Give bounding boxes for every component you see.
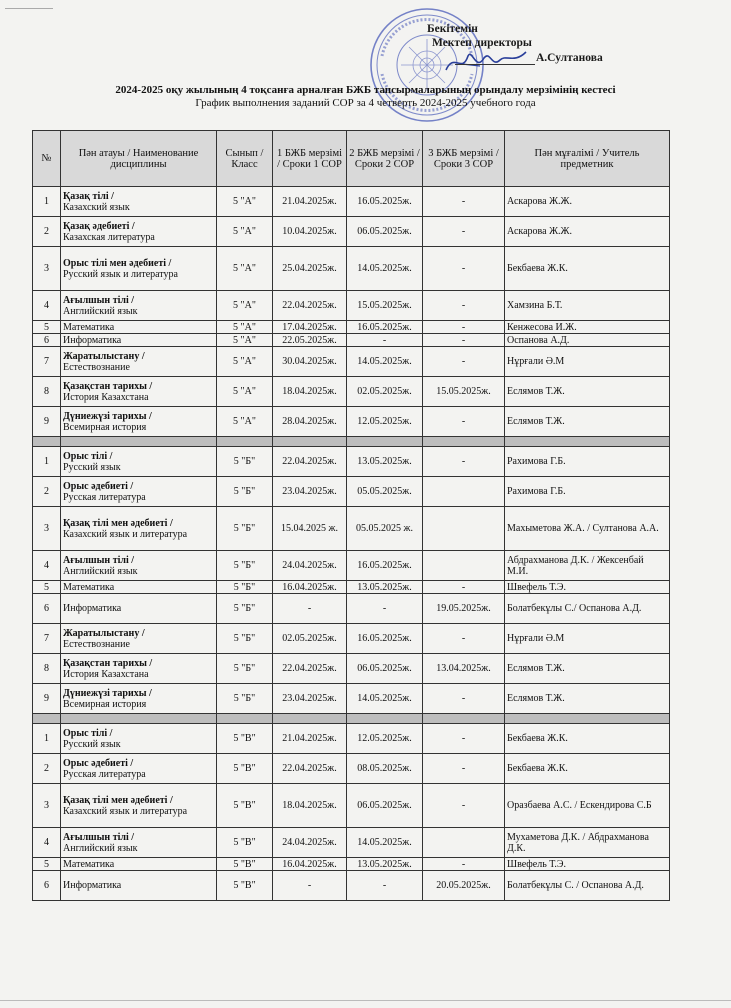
sor3-date-cell: 20.05.2025ж. <box>423 871 505 901</box>
subject-name-ru: Русский язык <box>63 461 121 473</box>
sor2-date-cell: - <box>347 334 423 347</box>
row-number-cell: 5 <box>33 321 61 334</box>
sor3-date-cell <box>423 551 505 581</box>
sor1-date-cell: 22.05.2025ж. <box>273 334 347 347</box>
subject-name-ru: Информатика <box>63 880 122 891</box>
sor1-date-cell: 25.04.2025ж. <box>273 247 347 291</box>
row-number-cell: 7 <box>33 624 61 654</box>
sor1-date-cell: 22.04.2025ж. <box>273 754 347 784</box>
teacher-cell: Оразбаева А.С. / Ескендирова С.Б <box>505 784 670 828</box>
class-cell: 5 "Б" <box>217 477 273 507</box>
sor2-date-cell: - <box>347 871 423 901</box>
teacher-cell: Рахимова Г.Б. <box>505 477 670 507</box>
table-row <box>33 858 670 871</box>
sor3-date-cell: - <box>423 334 505 347</box>
sor1-date-cell: 18.04.2025ж. <box>273 784 347 828</box>
sor3-date-cell: - <box>423 858 505 871</box>
subject-cell <box>61 654 217 684</box>
subject-name-kz: Орыс тілі / <box>63 727 113 739</box>
class-cell: 5 "А" <box>217 334 273 347</box>
subject-cell <box>61 334 217 347</box>
schedule-body <box>33 187 670 901</box>
corner-mark <box>5 8 53 9</box>
row-number-cell: 2 <box>33 754 61 784</box>
sor3-date-cell: - <box>423 684 505 714</box>
sor3-date-cell: - <box>423 291 505 321</box>
sor1-date-cell: 23.04.2025ж. <box>273 477 347 507</box>
class-cell: 5 "Б" <box>217 624 273 654</box>
subject-cell <box>61 624 217 654</box>
class-cell: 5 "Б" <box>217 581 273 594</box>
subject-name-kz: Қазақстан тарихы / <box>63 657 153 669</box>
signature-line <box>455 64 535 65</box>
class-cell: 5 "В" <box>217 858 273 871</box>
subject-name-kz: Ағылшын тілі / <box>63 831 135 843</box>
teacher-cell: Швефель Т.Э. <box>505 858 670 871</box>
subject-name-kz: Қазақ тілі мен әдебиеті / <box>63 517 173 529</box>
class-cell: 5 "Б" <box>217 654 273 684</box>
table-row <box>33 624 670 654</box>
subject-name-kz: Ағылшын тілі / <box>63 294 135 306</box>
schedule-table <box>32 130 670 901</box>
subject-name-ru: Казахская литература <box>63 231 155 243</box>
teacher-cell: Еслямов Т.Ж. <box>505 654 670 684</box>
class-cell: 5 "Б" <box>217 684 273 714</box>
table-row <box>33 784 670 828</box>
row-number-cell: 6 <box>33 871 61 901</box>
row-number-cell: 7 <box>33 347 61 377</box>
sor3-date-cell: - <box>423 581 505 594</box>
group-separator-row <box>33 437 670 447</box>
class-cell: 5 "А" <box>217 291 273 321</box>
table-row <box>33 247 670 291</box>
class-cell: 5 "А" <box>217 321 273 334</box>
row-number-cell: 2 <box>33 217 61 247</box>
subject-name-kz: Жаратылыстану / <box>63 350 145 362</box>
subject-name-kz: Қазақ тілі мен әдебиеті / <box>63 794 173 806</box>
teacher-cell: Мухаметова Д.К. / Абдрахманова Д.К. <box>505 828 670 858</box>
class-cell: 5 "В" <box>217 784 273 828</box>
class-cell: 5 "Б" <box>217 507 273 551</box>
teacher-cell: Еслямов Т.Ж. <box>505 684 670 714</box>
subject-name-ru: История Казахстана <box>63 668 149 680</box>
table-row <box>33 334 670 347</box>
table-row <box>33 507 670 551</box>
row-number-cell: 9 <box>33 407 61 437</box>
teacher-cell: Болатбекұлы С. / Оспанова А.Д. <box>505 871 670 901</box>
sor2-date-cell: 08.05.2025ж. <box>347 754 423 784</box>
teacher-cell: Аскарова Ж.Ж. <box>505 217 670 247</box>
class-cell: 5 "В" <box>217 828 273 858</box>
class-cell: 5 "А" <box>217 247 273 291</box>
subject-name-ru: Математика <box>63 858 115 870</box>
subject-cell <box>61 321 217 334</box>
row-number-cell: 9 <box>33 684 61 714</box>
sor2-date-cell: 16.05.2025ж. <box>347 624 423 654</box>
teacher-cell: Рахимова Г.Б. <box>505 447 670 477</box>
separator-cell <box>423 437 505 447</box>
subject-name-kz: Қазақ әдебиеті / <box>63 220 135 232</box>
teacher-cell: Бекбаева Ж.К. <box>505 247 670 291</box>
class-cell: 5 "В" <box>217 754 273 784</box>
sor1-date-cell: - <box>273 871 347 901</box>
group-separator-row <box>33 714 670 724</box>
teacher-cell: Болатбекұлы С./ Оспанова А.Д. <box>505 594 670 624</box>
subject-name-ru: Математика <box>63 321 115 333</box>
sor1-date-cell: - <box>273 594 347 624</box>
subject-name-ru: Русский язык <box>63 738 121 750</box>
separator-cell <box>505 714 670 724</box>
separator-cell <box>33 714 61 724</box>
sor3-date-cell: - <box>423 217 505 247</box>
sor1-date-cell: 16.04.2025ж. <box>273 858 347 871</box>
subject-name-kz: Дүниежүзі тарихы / <box>63 410 152 422</box>
table-row <box>33 477 670 507</box>
sor1-date-cell: 22.04.2025ж. <box>273 447 347 477</box>
row-number-cell: 5 <box>33 581 61 594</box>
sor1-date-cell: 15.04.2025 ж. <box>273 507 347 551</box>
sor2-date-cell: 14.05.2025ж. <box>347 247 423 291</box>
subject-name-ru: Русская литература <box>63 491 146 503</box>
subject-cell <box>61 551 217 581</box>
subject-cell <box>61 507 217 551</box>
class-cell: 5 "А" <box>217 217 273 247</box>
table-row <box>33 377 670 407</box>
sor1-date-cell: 30.04.2025ж. <box>273 347 347 377</box>
sor1-date-cell: 17.04.2025ж. <box>273 321 347 334</box>
subject-name-kz: Орыс тілі мен әдебиеті / <box>63 257 172 269</box>
subject-name-ru: Русский язык и литература <box>63 268 178 280</box>
subject-cell <box>61 407 217 437</box>
row-number-cell: 4 <box>33 551 61 581</box>
separator-cell <box>347 714 423 724</box>
subject-cell <box>61 754 217 784</box>
teacher-cell: Швефель Т.Э. <box>505 581 670 594</box>
row-number-cell: 3 <box>33 507 61 551</box>
sor1-date-cell: 10.04.2025ж. <box>273 217 347 247</box>
subject-cell <box>61 828 217 858</box>
sor2-date-cell: 06.05.2025ж. <box>347 217 423 247</box>
subject-cell <box>61 684 217 714</box>
table-row <box>33 321 670 334</box>
sor2-date-cell: 14.05.2025ж. <box>347 347 423 377</box>
subject-cell <box>61 347 217 377</box>
subject-cell <box>61 217 217 247</box>
subject-name-ru: Английский язык <box>63 565 138 577</box>
row-number-cell: 1 <box>33 724 61 754</box>
table-row <box>33 347 670 377</box>
teacher-cell: Хамзина Б.Т. <box>505 291 670 321</box>
sor1-date-cell: 24.04.2025ж. <box>273 828 347 858</box>
sor3-date-cell: - <box>423 321 505 334</box>
col-header-class: Сынып / Класс <box>217 131 273 187</box>
sor2-date-cell: 12.05.2025ж. <box>347 407 423 437</box>
sor2-date-cell: 06.05.2025ж. <box>347 654 423 684</box>
sor1-date-cell: 23.04.2025ж. <box>273 684 347 714</box>
sor2-date-cell: 13.05.2025ж. <box>347 581 423 594</box>
sor3-date-cell: - <box>423 624 505 654</box>
subject-name-ru: Всемирная история <box>63 698 147 710</box>
sor3-date-cell <box>423 477 505 507</box>
subject-cell <box>61 858 217 871</box>
director-signature-icon <box>440 44 530 78</box>
subject-cell <box>61 784 217 828</box>
sor3-date-cell: - <box>423 407 505 437</box>
sor1-date-cell: 28.04.2025ж. <box>273 407 347 437</box>
table-row <box>33 291 670 321</box>
row-number-cell: 1 <box>33 447 61 477</box>
class-cell: 5 "В" <box>217 724 273 754</box>
teacher-cell: Еслямов Т.Ж. <box>505 407 670 437</box>
sor2-date-cell: 13.05.2025ж. <box>347 447 423 477</box>
row-number-cell: 4 <box>33 291 61 321</box>
class-cell: 5 "А" <box>217 187 273 217</box>
separator-cell <box>273 437 347 447</box>
row-number-cell: 5 <box>33 858 61 871</box>
class-cell: 5 "А" <box>217 377 273 407</box>
row-number-cell: 1 <box>33 187 61 217</box>
sor2-date-cell: 06.05.2025ж. <box>347 784 423 828</box>
teacher-cell: Бекбаева Ж.К. <box>505 724 670 754</box>
separator-cell <box>273 714 347 724</box>
sor1-date-cell: 22.04.2025ж. <box>273 654 347 684</box>
subject-name-ru: Всемирная история <box>63 421 147 433</box>
separator-cell <box>505 437 670 447</box>
subject-name-ru: Естествознание <box>63 638 130 650</box>
table-row <box>33 654 670 684</box>
teacher-cell: Абдрахманова Д.К. / Жексенбай М.И. <box>505 551 670 581</box>
sor2-date-cell: 13.05.2025ж. <box>347 858 423 871</box>
teacher-cell: Оспанова А.Д. <box>505 334 670 347</box>
teacher-cell: Нұрғали Ә.М <box>505 624 670 654</box>
header-row <box>33 131 670 187</box>
sor2-date-cell: 12.05.2025ж. <box>347 724 423 754</box>
subject-cell <box>61 447 217 477</box>
subject-name-kz: Жаратылыстану / <box>63 627 145 639</box>
row-number-cell: 4 <box>33 828 61 858</box>
row-number-cell: 3 <box>33 247 61 291</box>
row-number-cell: 8 <box>33 654 61 684</box>
subject-cell <box>61 377 217 407</box>
class-cell: 5 "Б" <box>217 594 273 624</box>
subject-name-ru: Информатика <box>63 334 122 346</box>
sor1-date-cell: 24.04.2025ж. <box>273 551 347 581</box>
sor2-date-cell: 16.05.2025ж. <box>347 187 423 217</box>
table-row <box>33 724 670 754</box>
sor2-date-cell: 15.05.2025ж. <box>347 291 423 321</box>
sor2-date-cell: 14.05.2025ж. <box>347 684 423 714</box>
class-cell: 5 "В" <box>217 871 273 901</box>
table-row <box>33 754 670 784</box>
table-row <box>33 828 670 858</box>
sor1-date-cell: 16.04.2025ж. <box>273 581 347 594</box>
sor2-date-cell: 16.05.2025ж. <box>347 551 423 581</box>
sor3-date-cell: 15.05.2025ж. <box>423 377 505 407</box>
subject-cell <box>61 247 217 291</box>
teacher-cell: Бекбаева Ж.К. <box>505 754 670 784</box>
subject-name-kz: Орыс әдебиеті / <box>63 757 134 769</box>
table-row <box>33 551 670 581</box>
approval-label: Бекітемін <box>427 23 478 35</box>
teacher-cell: Аскарова Ж.Ж. <box>505 187 670 217</box>
sor2-date-cell: 16.05.2025ж. <box>347 321 423 334</box>
table-row <box>33 217 670 247</box>
table-row <box>33 684 670 714</box>
sor3-date-cell: - <box>423 784 505 828</box>
table-row <box>33 871 670 901</box>
subject-name-kz: Орыс әдебиеті / <box>63 480 134 492</box>
sor3-date-cell <box>423 828 505 858</box>
subject-name-kz: Орыс тілі / <box>63 450 113 462</box>
sor1-date-cell: 21.04.2025ж. <box>273 724 347 754</box>
subject-name-ru: Казахский язык и литература <box>63 805 188 817</box>
sor3-date-cell: - <box>423 247 505 291</box>
separator-cell <box>217 714 273 724</box>
sor1-date-cell: 02.05.2025ж. <box>273 624 347 654</box>
class-cell: 5 "А" <box>217 347 273 377</box>
separator-cell <box>217 437 273 447</box>
teacher-cell: Еслямов Т.Ж. <box>505 377 670 407</box>
row-number-cell: 6 <box>33 594 61 624</box>
subject-cell <box>61 581 217 594</box>
sor2-date-cell: 05.05.2025ж. <box>347 477 423 507</box>
subject-name-kz: Дүниежүзі тарихы / <box>63 687 152 699</box>
subject-name-ru: История Казахстана <box>63 391 149 403</box>
separator-cell <box>423 714 505 724</box>
subject-name-ru: Информатика <box>63 603 122 614</box>
teacher-cell: Нұрғали Ә.М <box>505 347 670 377</box>
row-number-cell: 3 <box>33 784 61 828</box>
separator-cell <box>33 437 61 447</box>
separator-cell <box>61 437 217 447</box>
sor3-date-cell: - <box>423 754 505 784</box>
subject-name-ru: Казахский язык <box>63 201 130 213</box>
col-header-sor2: 2 БЖБ мерзімі / Сроки 2 СОР <box>347 131 423 187</box>
subject-name-ru: Казахский язык и литература <box>63 528 188 540</box>
sor3-date-cell: 19.05.2025ж. <box>423 594 505 624</box>
class-cell: 5 "Б" <box>217 551 273 581</box>
subject-cell <box>61 291 217 321</box>
col-header-num: № <box>33 131 61 187</box>
subject-cell <box>61 477 217 507</box>
teacher-cell: Кенжесова И.Ж. <box>505 321 670 334</box>
subject-name-kz: Ағылшын тілі / <box>63 554 135 566</box>
sor2-date-cell: 05.05.2025 ж. <box>347 507 423 551</box>
row-number-cell: 8 <box>33 377 61 407</box>
subject-cell <box>61 594 217 624</box>
sor1-date-cell: 22.04.2025ж. <box>273 291 347 321</box>
sor2-date-cell: 14.05.2025ж. <box>347 828 423 858</box>
class-cell: 5 "Б" <box>217 447 273 477</box>
sor3-date-cell: 13.04.2025ж. <box>423 654 505 684</box>
sor2-date-cell: - <box>347 594 423 624</box>
table-row <box>33 581 670 594</box>
table-row <box>33 407 670 437</box>
col-header-sor3: 3 БЖБ мерзімі / Сроки 3 СОР <box>423 131 505 187</box>
approval-name: А.Султанова <box>536 52 603 64</box>
subject-cell <box>61 187 217 217</box>
sor3-date-cell: - <box>423 187 505 217</box>
page-title-kz: 2024-2025 оқу жылының 4 тоқсанға арналған БЖБ тапсырмаларының орындалу мерзімінің кестесі <box>115 84 616 96</box>
page-title-ru: График выполнения заданий СОР за 4 четверть 2024-2025 учебного года <box>195 97 536 109</box>
sor3-date-cell: - <box>423 724 505 754</box>
sor3-date-cell: - <box>423 347 505 377</box>
subject-name-ru: Естествознание <box>63 361 130 373</box>
page-edge <box>0 1000 731 1001</box>
subject-name-kz: Қазақстан тарихы / <box>63 380 153 392</box>
subject-name-ru: Математика <box>63 581 115 593</box>
col-header-sor1: 1 БЖБ мерзімі / Сроки 1 СОР <box>273 131 347 187</box>
subject-cell <box>61 871 217 901</box>
approval-position: Мектеп директоры <box>432 37 532 49</box>
subject-name-ru: Английский язык <box>63 842 138 854</box>
col-header-subject: Пән атауы / Наименование дисциплины <box>61 131 217 187</box>
table-row <box>33 187 670 217</box>
col-header-teacher: Пән мұғалімі / Учитель предметник <box>505 131 670 187</box>
sor3-date-cell: - <box>423 447 505 477</box>
table-row <box>33 447 670 477</box>
sor3-date-cell <box>423 507 505 551</box>
subject-name-ru: Английский язык <box>63 305 138 317</box>
separator-cell <box>61 714 217 724</box>
row-number-cell: 6 <box>33 334 61 347</box>
subject-name-kz: Қазақ тілі / <box>63 190 114 202</box>
separator-cell <box>347 437 423 447</box>
teacher-cell: Махыметова Ж.А. / Султанова А.А. <box>505 507 670 551</box>
sor1-date-cell: 18.04.2025ж. <box>273 377 347 407</box>
sor1-date-cell: 21.04.2025ж. <box>273 187 347 217</box>
subject-name-ru: Русская литература <box>63 768 146 780</box>
sor2-date-cell: 02.05.2025ж. <box>347 377 423 407</box>
table-row <box>33 594 670 624</box>
row-number-cell: 2 <box>33 477 61 507</box>
subject-cell <box>61 724 217 754</box>
class-cell: 5 "А" <box>217 407 273 437</box>
